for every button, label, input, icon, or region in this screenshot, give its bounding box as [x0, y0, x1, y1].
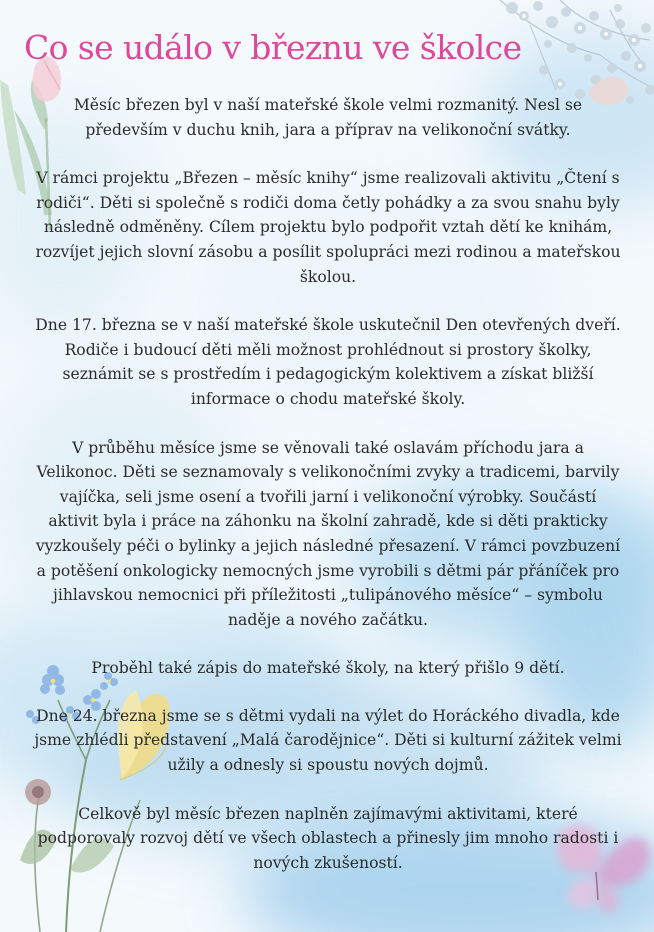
paragraph-book-project: V rámci projektu „Březen – měsíc knihy“ jsme realizovali aktivitu „Čtení s rodiči“. Děti si společně s rodiči doma četly pohádky a za svou snahu byly následně odměněny. Cílem projektu bylo podpořit vztah dětí ke knihám, rozvíjet jejich slovní zásobu a posílit spolupráci mezi rodinou a mateřskou školou.: [35, 169, 621, 286]
paragraph-spring-easter: V průběhu měsíce jsme se věnovali také oslavám příchodu jara a Velikonoc. Děti se seznamovaly s velikonočními zvyky a tradicemi, barvily vajíčka, seli jsme osení a tvořili jarní i velikonoční výrobky. Součástí aktivit byla i práce na záhonku na školní zahradě, kde si děti prakticky vyzkoušely péči o bylinky a jejich následné přesazení. V rámci povzbuzení a potěšení onkologicky nemocných jsme vyrobili s dětmi pár přáníček pro jihlavskou nemocnici při příležitosti „tulipánového měsíce“ – symbolu naděje a nového začátku.: [35, 438, 621, 629]
paragraph-theatre-trip: Dne 24. března jsme se s dětmi vydali na výlet do Horáckého divadla, kde jsme zhlédli představení „Malá čarodějnice“. Děti si kulturní zážitek velmi užily a odnesly si spoustu nových dojmů.: [34, 706, 622, 775]
paragraph-summary: Celkově byl měsíc březen naplněn zajímavými aktivitami, které podporovaly rozvoj dětí ve všech oblastech a přinesly jim mnoho radosti i nových zkušeností.: [37, 804, 619, 872]
paragraph-open-day: Dne 17. března se v naší mateřské škole uskutečnil Den otevřených dveří. Rodiče i budoucí děti měli možnost prohlédnout si prostory školky, seznámit se s prostředím i pedagogickým kolektivem a získat bližší informace o chodu mateřské školy.: [35, 316, 621, 408]
page-title: Co se událo v březnu ve školce: [24, 28, 522, 67]
paragraph-enrollment: Proběhl také zápis do mateřské školy, na který přišlo 9 dětí.: [91, 659, 565, 678]
paragraph-intro: Měsíc březen byl v naší mateřské škole velmi rozmanitý. Nesl se především v duchu knih, jara a příprav na velikonoční svátky.: [73, 96, 583, 139]
article-body: [34, 93, 622, 899]
